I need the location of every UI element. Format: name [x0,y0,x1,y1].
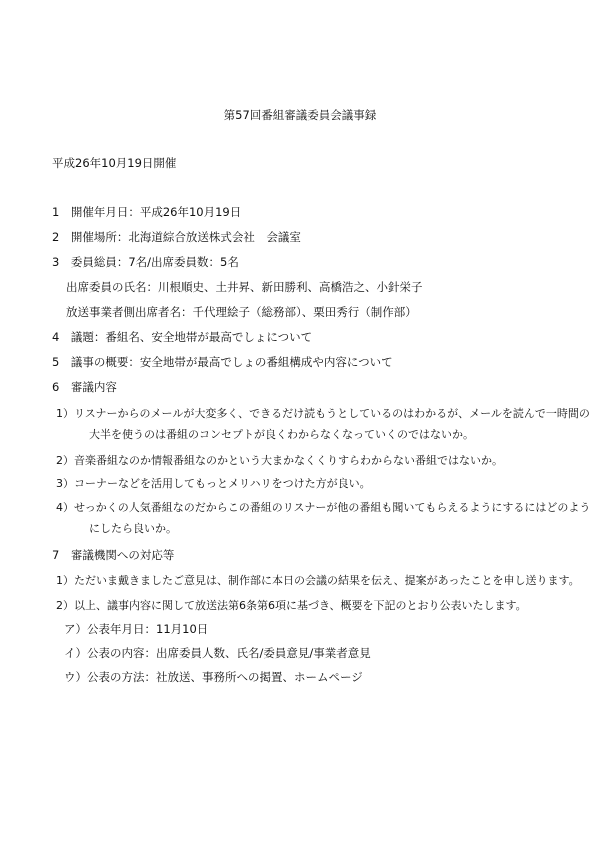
item-7-heading: 7 審議機関への対応等 [52,548,175,562]
response-2: 2）以上、議事内容に関して放送法第6条第6項に基づき、概要を下記のとおり公表いたします。 [56,599,527,612]
item-2-meeting-place: 2 開催場所：北海道綜合放送株式会社 会議室 [52,230,301,244]
meeting-date: 平成26年10月19日開催 [52,156,177,170]
publication-date: ア）公表年月日：11月10日 [64,622,209,636]
item-5-summary: 5 議事の概要：安全地帯が最高でしょの番組構成や内容について [52,355,393,369]
item-3-broadcaster-attendees: 放送事業者側出席者名：千代理絵子（総務部）、栗田秀行（制作部） [66,305,417,319]
deliberation-4-line-2: にしたら良いか。 [89,522,177,535]
item-6-heading: 6 審議内容 [52,380,117,394]
item-3-attending-members: 出席委員の氏名：川根順史、土井昇、新田勝利、高橋浩之、小針栄子 [66,280,423,294]
deliberation-4-line-1: 4）せっかくの人気番組なのだからこの番組のリスナーが他の番組も聞いてもらえるようにするにはどのよう [56,501,591,514]
deliberation-2: 2）音楽番組なのか情報番組なのかという大まかなくくりすらわからない番組ではないか。 [56,454,503,467]
publication-content: イ）公表の内容：出席委員人数、氏名/委員意見/事業者意見 [64,646,371,660]
item-1-meeting-date: 1 開催年月日：平成26年10月19日 [52,205,242,219]
response-1: 1）ただいま戴きましたご意見は、制作部に本日の会議の結果を伝え、提案があったことを申し送ります。 [56,574,580,587]
document-title: 第57回番組審議委員会議事録 [223,108,377,122]
deliberation-1-line-2: 大半を使うのは番組のコンセプトが良くわからなくなっていくのではないか。 [89,428,474,441]
deliberation-3: 3）コーナーなどを活用してもっとメリハリをつけた方が良い。 [56,477,371,490]
item-4-agenda: 4 議題：番組名、安全地帯が最高でしょについて [52,330,313,344]
deliberation-1-line-1: 1）リスナーからのメールが大変多く、できるだけ読もうとしているのはわかるが、メールを読んで一時間の [56,407,590,420]
publication-method: ウ）公表の方法：社放送、事務所への掲置、ホームページ [64,670,363,684]
item-3-committee-count: 3 委員総員：7名/出席委員数：5名 [52,255,239,269]
